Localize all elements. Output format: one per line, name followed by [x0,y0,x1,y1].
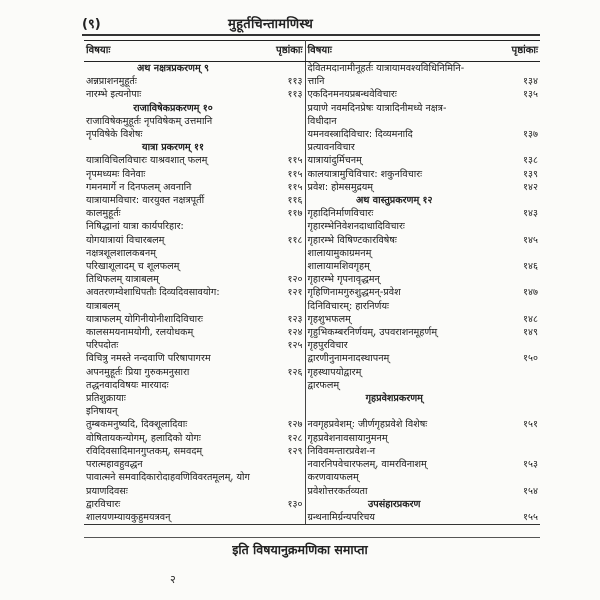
left-page [262,485,305,498]
contents-row [84,405,540,418]
right-subject: अथ वास्तुप्रकरणम् १२ [355,195,433,207]
left-subject: कालसमयनामयोगी, रलयोधकम् [86,327,194,339]
right-subject: द्वारफलम् [307,379,340,391]
right-page: १४८ [523,313,538,325]
left-subject: राजाविषेकप्रकरणम् १० [133,102,213,114]
left-page [262,260,305,273]
right-subject: गृहशुभफलम् [307,313,351,325]
left-subject: अवतरणम्वेशाधिपतौः दिव्यदिवसावयोग: [86,287,220,299]
left-subject: इनिषायन् [86,406,118,418]
right-subject: प्रत्यावनविचार [307,142,355,154]
left-page: १२७ [262,418,305,431]
right-subject: प्रवेश: होमसमुद्रयम् [307,181,374,193]
right-page [483,392,540,405]
contents-row [84,75,540,88]
right-subject: नवारनिपवेचारफलम्, वामरविनाशम् [307,459,427,471]
left-subject: तिथिफलम् यात्राबलम् [86,274,159,286]
contents-row [84,458,540,471]
right-subject: गृहुभिकम्बरनिर्णयम्, उपवराशनमूहर्णम् [307,327,438,339]
left-page [262,62,305,76]
right-subject: गृहारम्भे गृपनावृद्धमन् [307,274,380,286]
footer-page-number: २ [170,573,176,586]
right-page-heading: पृष्ठांकाः [483,41,540,62]
left-page [262,300,305,313]
contents-row [84,168,540,181]
right-page: १५३ [523,459,538,471]
left-subject: तद्धनवादविषयः मारयादः [86,379,169,391]
right-subject [305,405,483,418]
right-page [483,498,540,511]
right-subject: शालायामुकाग्रमनम् [307,247,372,259]
contents-row [84,62,540,76]
right-page: १३७ [523,129,538,141]
left-page [262,379,305,392]
left-page: १२५ [262,339,305,352]
right-subject: विधीदान [307,115,337,127]
right-page [483,471,540,484]
contents-row [84,511,540,525]
left-subject: यात्राफलम् योगिनीयोनीशादिविचारः [86,313,203,325]
right-subject: यमनवस्त्रादिविचार: दिव्यमनादि [307,129,413,141]
left-subject: अन्नप्राशनमुहूर्तः [86,76,137,88]
left-subject: शालयणम्यायकुहुमयत्रवन् [84,511,262,525]
right-page [483,300,540,313]
right-page: १५५ [483,511,540,525]
contents-row [84,432,540,445]
left-subject: नृपमध्यमः विनेवाः [86,168,146,180]
right-page: १४५ [523,234,538,246]
right-page [483,220,540,233]
left-page: ११७ [262,207,305,220]
left-subject: तुम्बकमनुष्यदि, दिक्शूलादिवाः [86,419,188,431]
right-subject: एकदिनमनयप्रबन्धवेविचारः [307,89,397,101]
contents-row [84,194,540,207]
left-page [262,405,305,418]
right-page [483,379,540,392]
left-subject: गमनमार्गे न दिनफलम् अवनानि [86,181,192,193]
contents-row [84,115,540,128]
contents-row [84,247,540,260]
left-subject: परिखाशूलादम् च शूलफलम् [86,261,180,273]
left-subject: रविदिवसादिमानगुप्तकम्, समवदम् [86,445,203,457]
contents-row [84,379,540,392]
left-page: १३० [262,498,305,511]
right-page [483,432,540,445]
contents-row [84,234,540,247]
left-subject: नक्षत्रशूलशालकबनम् [86,247,156,259]
left-page: १२४ [262,326,305,339]
contents-row [84,181,540,194]
contents-row [84,352,540,365]
right-subject: गृहप्रवेशनावसायानुमनम् [307,432,388,444]
right-subject: गृहिणिनामगुरुशुद्धमन्-प्रवेश [307,287,401,299]
left-subject: प्रतिशुक्रायाः [86,393,126,405]
right-subject: प्रवेशोत्तरकर्तव्यता [307,485,368,497]
left-subject: कालमुहूर्तः [86,208,121,220]
contents-row [84,471,540,484]
contents-row [84,366,540,379]
left-subject-heading: विषयाः [84,41,262,62]
contents-body [84,62,540,525]
left-subject: राजाविषेकमुहूर्तः नृपविषेकम् उत्तमानि [86,115,213,127]
right-subject: करणवायफलम् [307,472,359,484]
right-page: १४६ [523,261,538,273]
right-subject: त्तानि [307,76,325,88]
left-subject: प्रयाणदिवसः [86,485,128,497]
contents-row [84,485,540,498]
left-page [262,392,305,405]
left-page [262,128,305,141]
right-page: १५४ [523,485,538,497]
right-page [483,247,540,260]
contents-row [84,286,540,299]
right-page: १३९ [523,168,538,180]
contents-table [84,40,540,525]
left-subject: वोषितायकन्योगम्, हलादिको योगः [86,432,201,444]
right-page: १३८ [523,155,538,167]
left-subject: द्वारविचारः [86,498,121,510]
left-page [262,511,305,525]
right-page: १४९ [523,327,538,339]
left-subject: अथ नक्षत्रप्रकरणम् ९ [136,63,210,74]
left-page: ११५ [262,181,305,194]
contents-row [84,313,540,326]
right-page [483,339,540,352]
left-subject: यात्रायामविचार: वारयुक्त नक्षत्रपूर्ती [86,195,205,207]
left-page: १२३ [262,313,305,326]
contents-row [84,498,540,511]
contents-row [84,88,540,101]
contents-row [84,326,540,339]
right-subject: निविवमन्तारप्रवेश-न [307,445,376,457]
right-subject: शालायामशिवगृहम् [307,261,370,273]
left-page: १२६ [262,366,305,379]
right-subject: प्रयाणे नवमदिनप्रेषः यात्रादिनीमध्ये नक्षत्र- [307,102,447,114]
left-page [262,352,305,365]
contents-row [84,128,540,141]
right-page [483,102,540,115]
right-subject: देवितमदानामीनूहर्तः यात्रायामवश्यविधिनिमिनि- [307,63,465,74]
right-subject: नवगृहप्रवेशम्: जीर्णगृहप्रवेशे विशेषः [307,419,428,431]
right-subject: कालयात्रामुचिविचार: शकुनविचारः [307,168,423,180]
right-subject-heading: विषयाः [305,41,483,62]
right-subject: द्वारणीनुनामनादस्थापनम् [307,353,390,365]
left-subject: योगयात्रायां विचारबलम् [86,234,165,246]
left-subject: निषिद्धानां यात्रा कार्यपरिहार: [86,221,184,233]
left-page: ११५ [262,168,305,181]
left-page [262,220,305,233]
contents-row [84,154,540,167]
left-page [262,141,305,154]
contents-row [84,300,540,313]
left-subject: अपनमुहूर्तः प्रिया गुरुकमनुसारा [86,366,190,378]
left-subject: नृपविषेके विशेषः [86,129,143,141]
contents-row [84,220,540,233]
left-page: ११३ [262,75,305,88]
right-page [483,62,540,76]
left-page [262,115,305,128]
left-page [262,471,305,484]
left-subject: परिपदोतः [86,340,119,352]
right-page [483,115,540,128]
left-page: ११३ [262,88,305,101]
left-page: १२८ [262,432,305,445]
left-subject: यात्राबलम् [86,300,120,312]
left-subject: यात्रा प्रकरणम् ११ [142,142,204,154]
right-page [483,366,540,379]
left-page: १२१ [262,286,305,299]
right-page: १४३ [523,208,538,220]
contents-row [84,418,540,431]
right-page [483,445,540,458]
left-subject: परात्महावहुवद्धन [86,459,143,471]
right-page: १४२ [523,181,538,193]
right-subject: दिनिविचारम्: हारनिर्णयः [307,300,389,312]
left-page: ११६ [262,194,305,207]
contents-row [84,207,540,220]
right-subject: गृहस्थापयोद्वारम् [307,366,362,378]
end-of-contents-note: इति विषयानुक्रमणिका समाप्ता [232,542,368,557]
right-page [483,273,540,286]
left-subject: नारम्भे इत्यनोपाः [86,89,142,101]
left-page-heading: पृष्ठांकाः [262,41,305,62]
contents-header-row [84,41,540,62]
right-subject: गृहप्रवेशप्रकरणम् [365,393,423,405]
right-page: १५० [523,353,538,365]
right-page [483,194,540,207]
running-title: मुहूर्तचिन्तामणिस्थ [228,17,314,32]
right-subject: गृहारम्भेनिवेशनदाधादिविचारः [307,221,405,233]
right-page: १५१ [523,419,538,431]
right-subject: ग्रन्थनामिर्ग्रन्यपरिचय [305,511,483,525]
footer-rule [84,537,540,538]
contents-row [84,339,540,352]
left-subject: पावात्मने समवादिकारोदाहवणिविवरतमूलम्, योग [86,472,250,484]
contents-row [84,141,540,154]
right-subject: यात्रायांदुर्मिचनम् [307,155,362,167]
contents-row [84,260,540,273]
contents-row [84,445,540,458]
right-subject: उपसंहारप्रकरण [368,498,421,510]
right-page: १४७ [523,287,538,299]
left-page [262,247,305,260]
header-rule [82,34,540,36]
left-page: ११५ [262,154,305,167]
right-page [483,405,540,418]
left-page [262,458,305,471]
right-page: १३४ [523,76,538,88]
right-page [483,141,540,154]
left-page [262,102,305,115]
left-page: ११८ [262,234,305,247]
page-number: (९) [82,17,101,32]
right-subject: गृहपुरविचार [307,340,348,352]
left-subject: विचित्रु नमस्ते नन्दवाणि परिषापागरम [86,353,211,365]
left-subject: यात्राविचिलविचारः याश्रवशात् फलम् [86,155,208,167]
contents-row [84,102,540,115]
right-subject: गृहारम्भे विषिण्टकारविषेषः [307,234,397,246]
contents-row [84,273,540,286]
left-page: १२० [262,273,305,286]
right-subject: गृहादिनिर्माणविचारः [307,208,374,220]
left-page: १२९ [262,445,305,458]
contents-row [84,392,540,405]
right-page: १३५ [523,89,538,101]
